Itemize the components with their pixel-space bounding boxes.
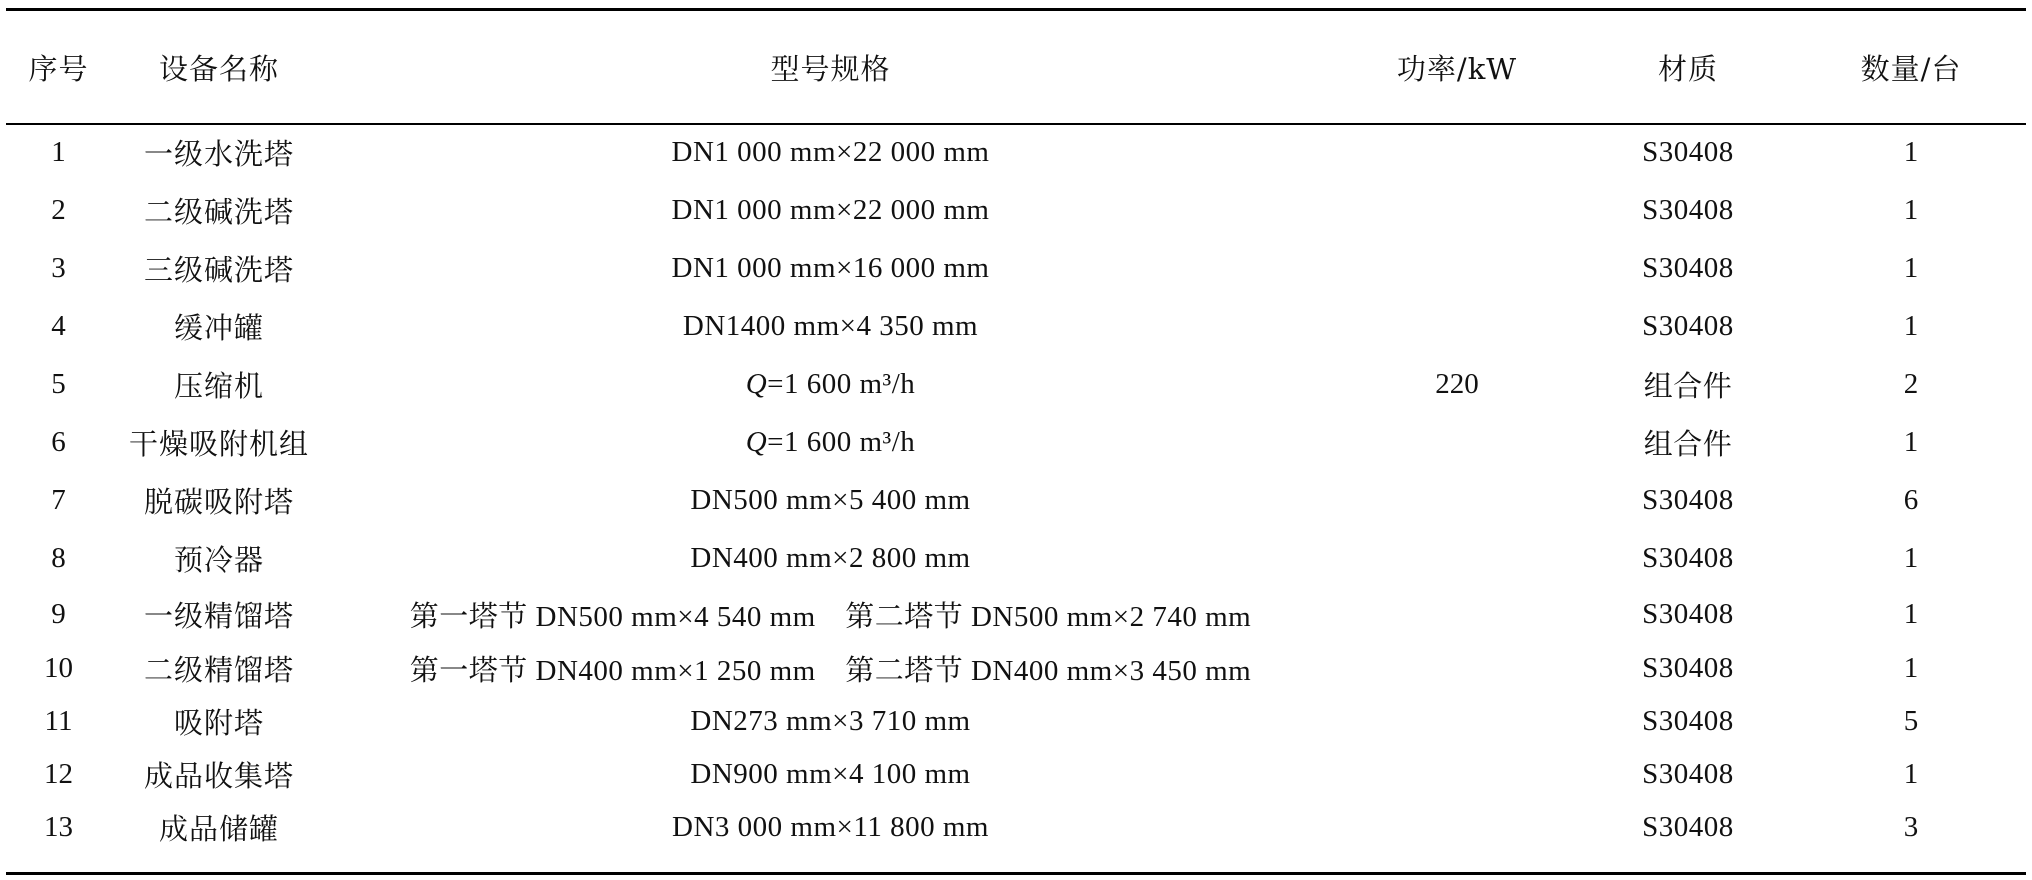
- cell-material: 组合件: [1643, 370, 1733, 403]
- cell-power: [1334, 181, 1580, 239]
- cell-no: 10: [44, 651, 73, 684]
- cell-no: 1: [51, 135, 66, 168]
- cell-name: 一级水洗塔: [143, 136, 294, 171]
- cell-spec: 第一塔节 DN500 mm×4 540 mm 第二塔节 DN500 mm×2 740 mm: [409, 600, 1252, 633]
- cell-power: [1334, 529, 1580, 587]
- cell-qty: 1: [1903, 251, 1919, 284]
- cell-name: 吸附塔: [173, 706, 264, 740]
- header-power: 功率/kW: [1396, 51, 1518, 86]
- cell-material: S30408: [1642, 758, 1734, 790]
- flow-value: =1 600 m³/h: [767, 367, 916, 400]
- cell-material: S30408: [1642, 193, 1734, 226]
- cell-material: S30408: [1642, 483, 1734, 516]
- cell-name: 一级精馏塔: [143, 598, 294, 633]
- cell-no: 7: [51, 483, 66, 516]
- cell-qty: 1: [1903, 135, 1919, 168]
- cell-name: 缓冲罐: [173, 310, 264, 345]
- cell-name: 成品储罐: [158, 812, 279, 846]
- cell-material: S30408: [1642, 251, 1734, 284]
- cell-power: [1334, 801, 1580, 854]
- table-row: [6, 587, 2026, 641]
- cell-material: S30408: [1642, 597, 1734, 630]
- cell-material: S30408: [1642, 705, 1734, 737]
- table-header-row: [6, 11, 2026, 123]
- cell-power: [1334, 297, 1580, 355]
- cell-no: 11: [44, 705, 73, 737]
- table-row: [6, 695, 2026, 748]
- cell-name: 成品收集塔: [143, 759, 294, 793]
- cell-power: 220: [1435, 367, 1479, 400]
- cell-spec: DN1 000 mm×22 000 mm: [671, 135, 990, 168]
- table-row: [6, 297, 2026, 355]
- flow-symbol: Q: [745, 425, 768, 458]
- cell-power: [1334, 587, 1580, 641]
- cell-power: [1334, 695, 1580, 748]
- cell-qty: 6: [1903, 483, 1919, 516]
- cell-no: 13: [44, 811, 73, 843]
- equipment-table: [6, 11, 2026, 854]
- header-name: 设备名称: [158, 51, 279, 86]
- header-material: 材质: [1657, 51, 1718, 86]
- cell-qty: 5: [1903, 705, 1919, 737]
- cell-qty: 1: [1903, 425, 1919, 458]
- flow-value: =1 600 m³/h: [767, 425, 916, 458]
- cell-material: S30408: [1642, 135, 1734, 168]
- table-bottom-rule: [6, 872, 2026, 875]
- cell-spec: [327, 413, 1334, 471]
- cell-spec: DN500 mm×5 400 mm: [690, 483, 971, 516]
- cell-spec: DN400 mm×2 800 mm: [690, 541, 971, 574]
- cell-spec: DN273 mm×3 710 mm: [690, 705, 971, 737]
- cell-spec: DN900 mm×4 100 mm: [690, 758, 971, 790]
- cell-name: 脱碳吸附塔: [143, 484, 294, 519]
- table-row: [6, 181, 2026, 239]
- cell-spec: [327, 355, 1334, 413]
- cell-qty: 3: [1903, 811, 1919, 843]
- cell-spec: 第一塔节 DN400 mm×1 250 mm 第二塔节 DN400 mm×3 450 mm: [409, 654, 1252, 687]
- cell-spec: DN3 000 mm×11 800 mm: [672, 811, 989, 843]
- cell-qty: 1: [1903, 597, 1919, 630]
- table-row: [6, 239, 2026, 297]
- table-row: [6, 641, 2026, 695]
- table-row: [6, 801, 2026, 854]
- cell-power: [1334, 413, 1580, 471]
- cell-spec: DN1400 mm×4 350 mm: [682, 309, 979, 342]
- cell-qty: 1: [1903, 541, 1919, 574]
- table-row: [6, 413, 2026, 471]
- flow-symbol: Q: [745, 367, 768, 400]
- cell-material: S30408: [1642, 309, 1734, 342]
- cell-no: 9: [51, 597, 66, 630]
- cell-power: [1334, 471, 1580, 529]
- cell-qty: 2: [1903, 367, 1919, 400]
- cell-spec: DN1 000 mm×22 000 mm: [671, 193, 990, 226]
- table-row: [6, 529, 2026, 587]
- cell-power: [1334, 123, 1580, 181]
- cell-no: 6: [51, 425, 66, 458]
- cell-material: S30408: [1642, 811, 1734, 843]
- cell-power: [1334, 641, 1580, 695]
- header-spec: 型号规格: [770, 51, 891, 86]
- cell-qty: 1: [1903, 758, 1919, 790]
- cell-name: 二级碱洗塔: [143, 194, 294, 229]
- cell-no: 12: [44, 758, 73, 790]
- cell-power: [1334, 239, 1580, 297]
- cell-power: [1334, 748, 1580, 801]
- cell-material: 组合件: [1643, 428, 1733, 461]
- cell-spec: DN1 000 mm×16 000 mm: [671, 251, 990, 284]
- cell-qty: 1: [1903, 193, 1919, 226]
- cell-name: 二级精馏塔: [143, 652, 294, 687]
- cell-name: 压缩机: [173, 368, 264, 403]
- header-no: 序号: [28, 51, 89, 86]
- cell-no: 2: [51, 193, 66, 226]
- cell-no: 3: [51, 251, 66, 284]
- cell-qty: 1: [1903, 651, 1919, 684]
- table-row: [6, 355, 2026, 413]
- cell-name: 三级碱洗塔: [143, 252, 294, 287]
- cell-qty: 1: [1903, 309, 1919, 342]
- cell-no: 5: [51, 367, 66, 400]
- header-qty: 数量/台: [1860, 51, 1962, 86]
- cell-name: 预冷器: [173, 542, 264, 577]
- cell-name: 干燥吸附机组: [128, 426, 309, 461]
- table-row: [6, 471, 2026, 529]
- cell-material: S30408: [1642, 651, 1734, 684]
- cell-no: 8: [51, 541, 66, 574]
- cell-material: S30408: [1642, 541, 1734, 574]
- table-row: [6, 123, 2026, 181]
- table-row: [6, 748, 2026, 801]
- cell-no: 4: [51, 309, 66, 342]
